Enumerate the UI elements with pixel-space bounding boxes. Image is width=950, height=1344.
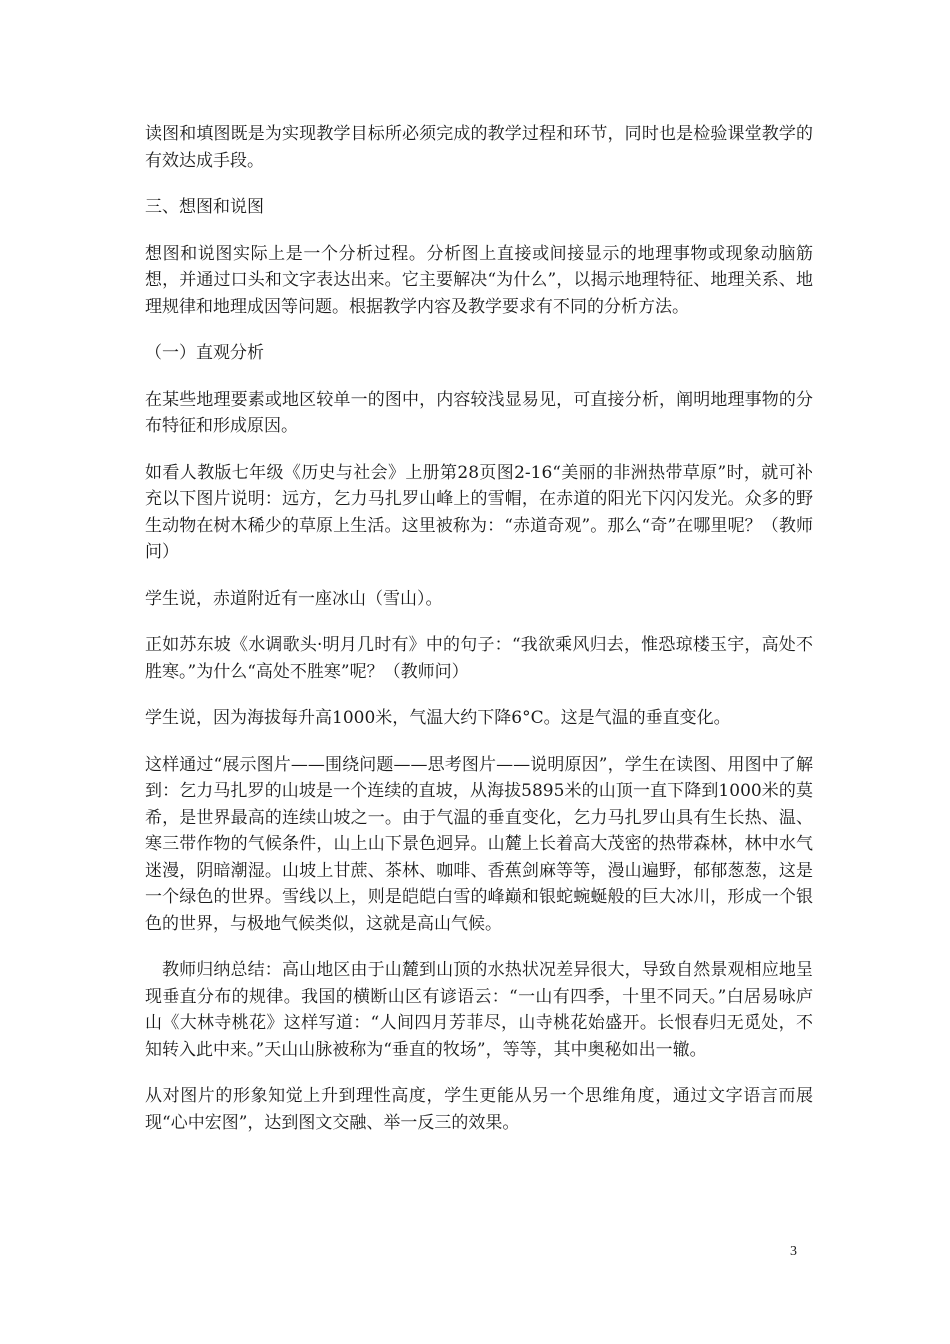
- paragraph-student-answer-1: 学生说，赤道附近有一座冰山（雪山）。: [145, 588, 443, 609]
- paragraph-textbook-example: 如看人教版七年级《历史与社会》上册第28页图2-16“美丽的非洲热带草原”时，就可补充以下图片说明：远方，乞力马扎罗山峰上的雪帽，在赤道的阳光下闪闪发光。众多的野生动物在树木稀少的草原上生活。这里被称为：“赤道奇观”。那么“奇”在哪里呢？（教师问）: [145, 462, 813, 562]
- paragraph-kilimanjaro: 这样通过“展示图片——围绕问题——思考图片——说明原因”，学生在读图、用图中了解到：乞力马扎罗的山坡是一个连续的直坡，从海拔5895米的山顶一直下降到1000米的莫希，是世界最高的连续山坡之一。由于气温的垂直变化，乞力马扎罗山具有生长热、温、寒三带作物的气候条件，山上山下景色迥异。山麓上长着高大茂密的热带森林，林中水气迷漫，阴暗潮湿。山坡上甘蔗、茶林、咖啡、香蕉剑麻等等，漫山遍野，郁郁葱葱，这是一个绿色的世界。雪线以上，则是皑皑白雪的峰巅和银蛇蜿蜒般的巨大冰川，形成一个银色的世界，与极地气候类似，这就是高山气候。: [145, 754, 813, 934]
- subsection-heading-1: （一）直观分析: [145, 343, 264, 363]
- paragraph-student-answer-2: 学生说，因为海拔每升高1000米，气温大约下降6°C。这是气温的垂直变化。: [145, 708, 731, 728]
- document-body: [145, 121, 813, 1156]
- paragraph-reading-summary: 读图和填图既是为实现教学目标所必须完成的教学过程和环节，同时也是检验课堂教学的有效达成手段。: [145, 124, 813, 171]
- paragraph-direct-analysis: 在某些地理要素或地区较单一的图中，内容较浅显易见，可直接分析，阐明地理事物的分布特征和形成原因。: [145, 389, 813, 436]
- section-heading-3: 三、想图和说图: [145, 197, 264, 217]
- paragraph-poem-question: 正如苏东坡《水调歌头·明月几时有》中的句子：“我欲乘风归去，惟恐琼楼玉宇，高处不胜寒。”为什么“高处不胜寒”呢？（教师问）: [145, 635, 813, 682]
- paragraph-conclusion: 从对图片的形象知觉上升到理性高度，学生更能从另一个思维角度，通过文字语言而展现“心中宏图”，达到图文交融、举一反三的效果。: [145, 1086, 813, 1133]
- paragraph-analysis-intro: 想图和说图实际上是一个分析过程。分析图上直接或间接显示的地理事物或现象动脑筋想，并通过口头和文字表达出来。它主要解决“为什么”，以揭示地理特征、地理关系、地理规律和地理成因等问题。根据教学内容及教学要求有不同的分析方法。: [145, 243, 813, 317]
- paragraph-teacher-summary: 教师归纳总结：高山地区由于山麓到山顶的水热状况差异很大，导致自然景观相应地呈现垂直分布的规律。我国的横断山区有谚语云：“一山有四季，十里不同天。”白居易咏庐山《大林寺桃花》这样写道：“人间四月芳菲尽，山寺桃花始盛开。长恨春归无觅处，不知转入此中来。”天山山脉被称为“垂直的牧场”，等等，其中奥秘如出一辙。: [145, 960, 813, 1060]
- page-number: 3: [790, 1244, 797, 1259]
